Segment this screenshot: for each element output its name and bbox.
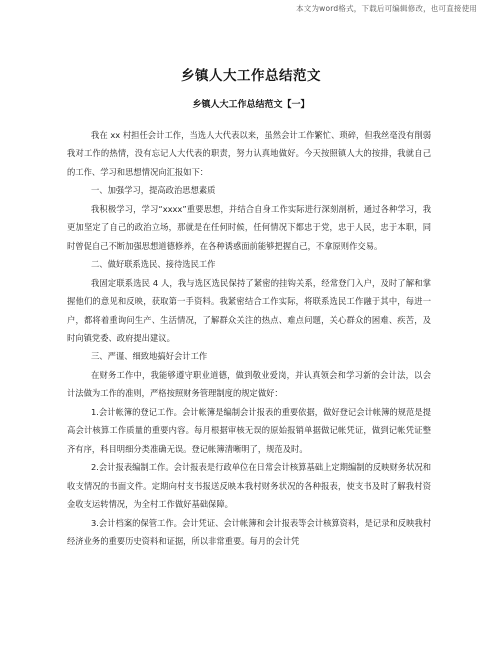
paragraph: 我在 xx 村担任会计工作，当选人大代表以来，虽然会计工作繁忙、琐碎，但我丝毫没有削弱我对工作的热情，没有忘记人大代表的职责，努力认真地做好。今天按照镇人大的按排，我就自己的工作、学习和思想情况向汇报如下： (67, 130, 431, 177)
header-note: 本文为word格式，下载后可编辑修改，也可直接使用 (296, 4, 477, 13)
paragraph: 我积极学习，学习“xxxx”重要思想，并结合自身工作实际进行深刻剖析，通过各种学习，我更加坚定了自己的政治立场，那就是在任何时候，任何情况下都忠于党，忠于人民，忠于本职，同时曾促自己不断加强思想道德修养，在各种诱惑面前能够把握自己，不拿原则作交易。 (67, 203, 431, 251)
section-heading: 一、加强学习，提高政治思想素质 (91, 185, 216, 196)
paragraph: 1.会计帐簿的登记工作。会计帐簿是编制会计报表的重要依据，做好登记会计帐簿的规范是提高会计核算工作质量的重要内容。每月根据审核无误的原始报销单据做记帐凭证，做到记帐凭证整齐有序，科目明细分类准确无误。登记帐簿清晰明了，规范及时。 (67, 406, 431, 454)
document-body (67, 126, 431, 550)
section-heading: 二、做好联系选民、接待选民工作 (91, 259, 216, 270)
document-subtitle: 乡镇人大工作总结范文【一】 (192, 100, 310, 110)
paragraph: 在财务工作中，我能够遵守职业道德，做到敬业爱岗，并认真领会和学习新的会计法，以会计法做为工作的准则，严格按照财务管理制度的规定做好： (67, 369, 431, 399)
document-title: 乡镇人大工作总结范文 (181, 68, 321, 84)
paragraph: 我固定联系选民 4 人，我与选区选民保持了紧密的挂钩关系，经常登门入户，及时了解和掌握他们的意见和反映，获取第一手资料。我紧密结合工作实际，将联系选民工作融于其中，每进一户，都将着重询问生产、生活情况，了解群众关注的热点、难点问题，关心群众的困难、疾苦，及时向镇党委、政府提出建议。 (67, 277, 431, 343)
paragraph: 2.会计报表编制工作。会计报表是行政单位在日常会计核算基础上定期编制的反映财务状况和收支情况的书面文件。定期向村支书报送反映本我村财务状况的各种报表，使支书及时了解我村资金收支运转情况，为全村工作做好基础保障。 (67, 462, 431, 510)
paragraph: 3.会计档案的保管工作。会计凭证、会计帐簿和会计报表等会计核算资料，是记录和反映我村经济业务的重要历史资料和证据，所以非常重要。每月的会计凭 (67, 517, 431, 546)
section-heading: 三、严谨、细致地搞好会计工作 (91, 351, 208, 362)
